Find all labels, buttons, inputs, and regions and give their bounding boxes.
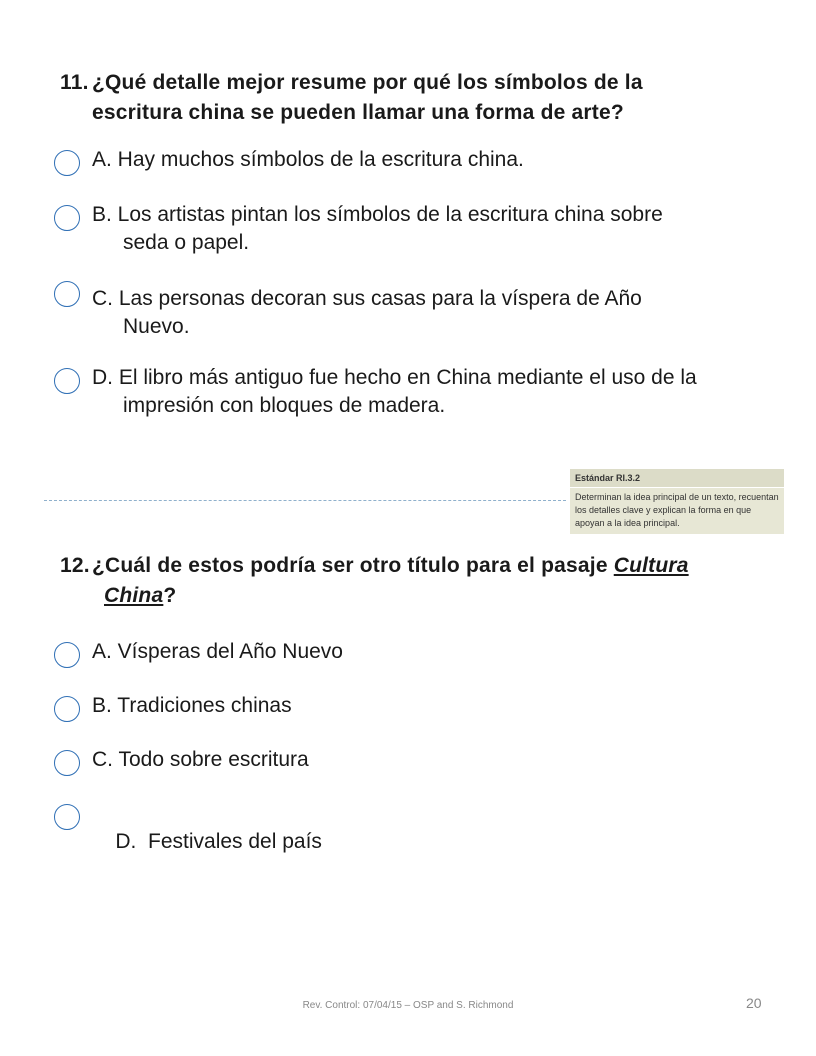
answer-bubble[interactable]	[54, 642, 80, 668]
footer-revision: Rev. Control: 07/04/15 – OSP and S. Richmond	[302, 1000, 514, 1011]
question-11-prompt	[60, 68, 780, 128]
answer-bubble[interactable]	[54, 696, 80, 722]
standard-box	[570, 469, 784, 534]
option-label: B. Los artistas pintan los símbolos de la escritura china sobre seda o papel.	[92, 203, 663, 254]
answer-bubble[interactable]	[54, 150, 80, 176]
question-number: 11.	[60, 71, 89, 94]
standard-description: Determinan la idea principal de un texto, recuentan los detalles clave y explican la forma en que apoyan a la idea principal.	[570, 488, 784, 534]
option-label: A. Hay muchos símbolos de la escritura china.	[92, 148, 524, 171]
answer-bubble[interactable]	[54, 750, 80, 776]
answer-bubble[interactable]	[54, 804, 80, 830]
option-label: D. El libro más antiguo fue hecho en China mediante el uso de la impresión con bloques de madera.	[92, 366, 697, 417]
question-text-line-1: ¿Cuál de estos podría ser otro título para el pasaje Cultura	[92, 554, 689, 577]
answer-bubble[interactable]	[54, 205, 80, 231]
page-number: 20	[746, 995, 762, 1011]
option-label: B. Tradiciones chinas	[92, 694, 292, 717]
passage-title-part-2: China	[104, 584, 164, 607]
question-number: 12.	[60, 554, 90, 577]
section-divider	[44, 500, 566, 501]
question-12-prompt	[60, 551, 780, 611]
option-label: D. Festivales del país	[115, 830, 322, 853]
standard-heading: Estándar RI.3.2	[570, 469, 784, 488]
answer-bubble[interactable]	[54, 281, 80, 307]
question-text-line-1: ¿Qué detalle mejor resume por qué los símbolos de la	[92, 71, 643, 94]
question-text-line-2: escritura china se pueden llamar una forma de arte?	[92, 101, 624, 124]
option-label: C. Las personas decoran sus casas para la víspera de Año Nuevo.	[92, 287, 642, 338]
option-label: C. Todo sobre escritura	[92, 748, 309, 771]
answer-bubble[interactable]	[54, 368, 80, 394]
question-text-line-2: China?	[104, 584, 177, 607]
passage-title-part-1: Cultura	[613, 554, 689, 577]
option-label: A. Vísperas del Año Nuevo	[92, 640, 343, 663]
